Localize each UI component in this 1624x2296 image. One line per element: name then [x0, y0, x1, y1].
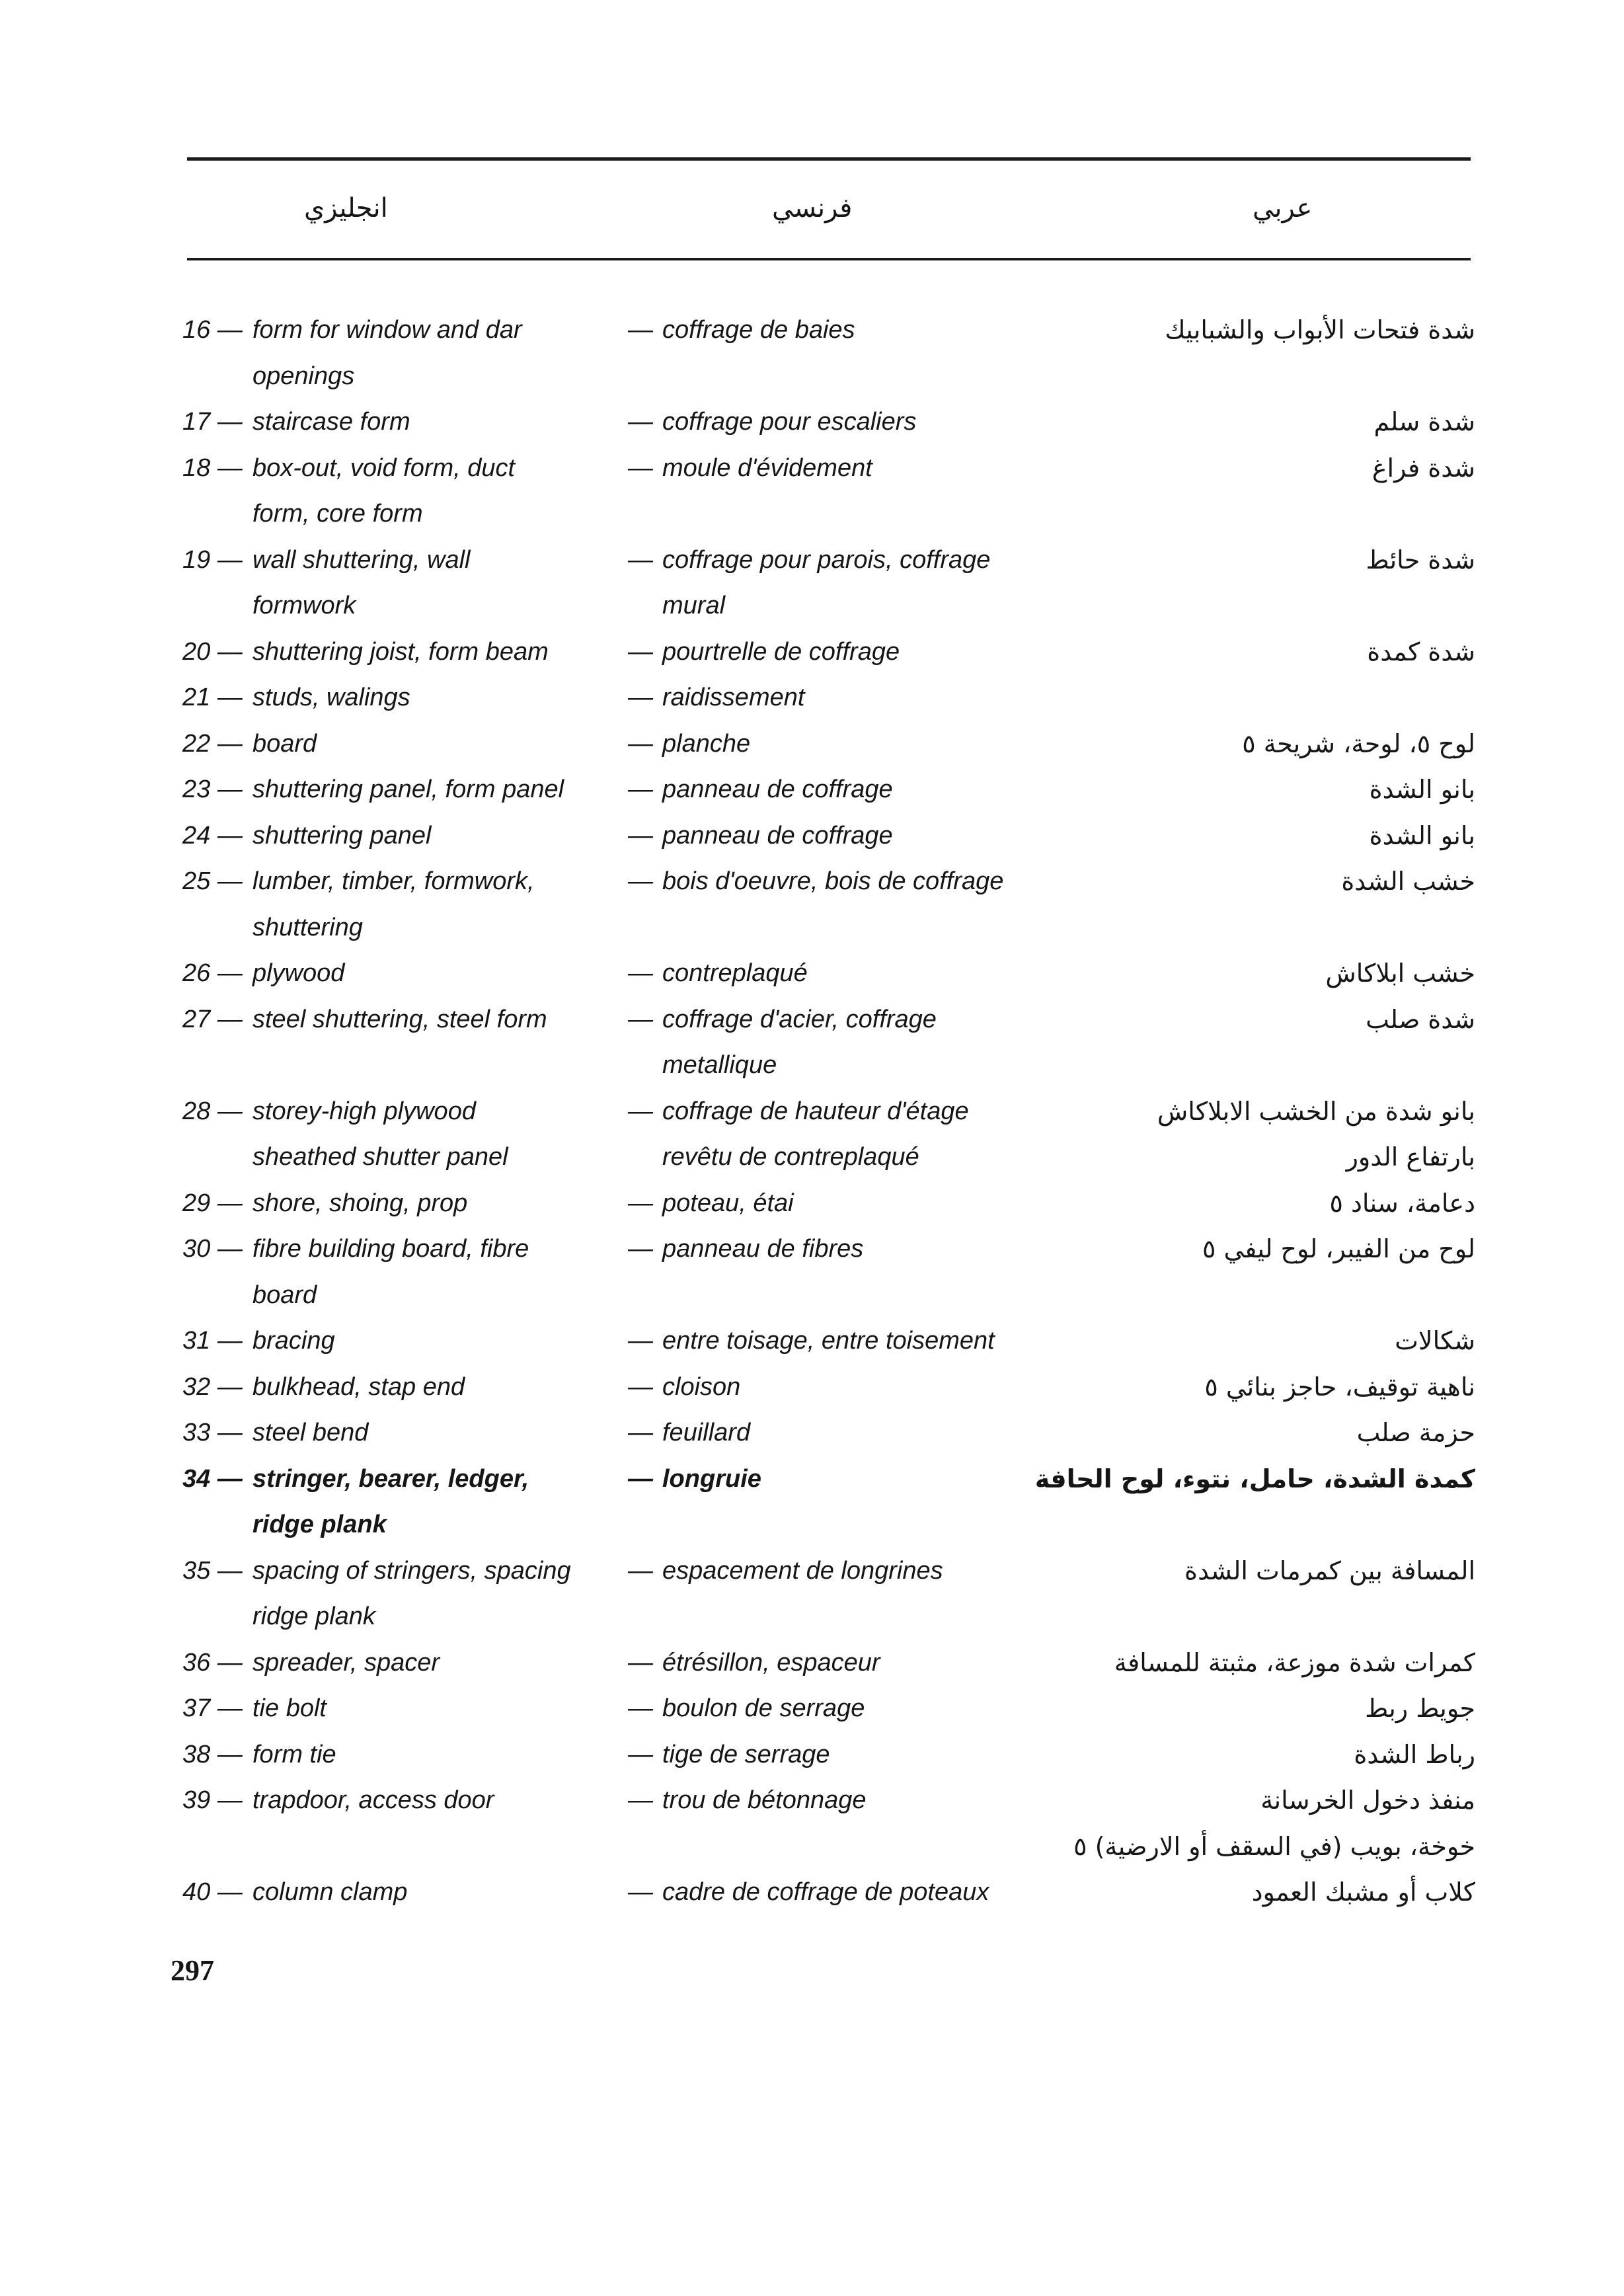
arabic-term-line: شدة صلب — [1366, 1004, 1475, 1034]
entry-number — [182, 951, 262, 997]
entry-dash: — — [210, 454, 243, 482]
french-dash: — — [628, 729, 653, 758]
arabic-term — [960, 721, 1475, 768]
glossary-entry — [0, 1226, 1624, 1318]
french-term — [628, 675, 1077, 721]
french-term-text: pourtrelle de coffrage — [662, 637, 900, 666]
arabic-term — [960, 767, 1475, 813]
arabic-term-line: شدة حائط — [1366, 545, 1475, 574]
english-term — [252, 721, 623, 768]
entry-number — [182, 1686, 262, 1732]
entry-number — [182, 1640, 262, 1686]
french-dash: — — [628, 408, 653, 436]
arabic-term-line: لوح ٥، لوحة، شريحة ٥ — [1242, 729, 1475, 758]
arabic-term-line: شدة فراغ — [1372, 453, 1475, 483]
french-term-text: espacement de longrines — [662, 1556, 943, 1585]
arabic-term-line: بارتفاع الدور — [1346, 1142, 1475, 1171]
entry-dash: — — [210, 1327, 243, 1355]
french-term-text: contreplaqué — [662, 959, 808, 987]
entry-dash: — — [210, 316, 243, 344]
glossary-entry — [0, 1870, 1624, 1916]
glossary-entry — [0, 1318, 1624, 1365]
english-term-line: column clamp — [252, 1878, 408, 1906]
english-term-line: plywood — [252, 959, 345, 987]
french-dash: — — [628, 1556, 653, 1585]
english-term-line: board — [252, 729, 317, 758]
arabic-term-line: بانو شدة من الخشب الابلاكاش — [1157, 1096, 1475, 1126]
arabic-term-line: كمدة الشدة، حامل، نتوء، لوح الحافة — [1034, 1464, 1475, 1493]
english-term-line: ridge plank — [252, 1603, 375, 1630]
arabic-term — [960, 1456, 1475, 1503]
entry-dash: — — [210, 545, 243, 574]
entry-number — [182, 1181, 262, 1227]
entry-dash: — — [210, 1464, 243, 1493]
arabic-term — [960, 307, 1475, 354]
entry-dash: — — [210, 1786, 243, 1814]
glossary-entry — [0, 767, 1624, 813]
arabic-term-line: بانو الشدة — [1369, 775, 1475, 804]
glossary-entry — [0, 307, 1624, 399]
glossary-entry — [0, 859, 1624, 951]
english-term-line: spacing of stringers, spacing — [252, 1556, 571, 1585]
entry-dash: — — [210, 1740, 243, 1768]
english-term — [252, 951, 623, 997]
arabic-term — [960, 1226, 1475, 1273]
arabic-term-line: كلاب أو مشبك العمود — [1251, 1878, 1475, 1907]
glossary-entry — [0, 446, 1624, 537]
glossary-entry — [0, 1410, 1624, 1456]
english-term-line: form, core form — [252, 500, 423, 528]
arabic-term-line: لوح من الفيبر، لوح ليفي ٥ — [1202, 1234, 1475, 1263]
french-term-text: panneau de fibres — [662, 1235, 864, 1263]
english-term-line: ridge plank — [252, 1511, 387, 1538]
arabic-term — [960, 629, 1475, 676]
french-dash: — — [628, 1097, 653, 1125]
english-term — [252, 1778, 623, 1824]
french-term-text: cloison — [662, 1372, 741, 1401]
entry-number-value: 37 — [182, 1694, 211, 1722]
english-term-line: openings — [252, 362, 355, 390]
arabic-term — [960, 1410, 1475, 1456]
french-term-text: raidissement — [662, 684, 805, 711]
english-term — [252, 1181, 623, 1227]
entry-number-value: 28 — [182, 1097, 211, 1125]
english-term — [252, 1870, 623, 1916]
english-term — [252, 1456, 623, 1548]
arabic-term-line: حزمة صلب — [1356, 1418, 1475, 1447]
entry-dash: — — [210, 1189, 243, 1217]
french-dash: — — [628, 1740, 653, 1768]
entry-number — [182, 767, 262, 813]
entry-number — [182, 399, 262, 446]
entry-number-value: 34 — [182, 1464, 211, 1493]
english-term — [252, 1226, 623, 1318]
english-term-line: stringer, bearer, ledger, — [252, 1464, 529, 1493]
french-term-text: mural — [662, 592, 726, 619]
entry-number-value: 16 — [182, 316, 211, 344]
english-term-line: studs, walings — [252, 684, 410, 711]
english-term-line: steel bend — [252, 1419, 369, 1446]
english-term-line: shuttering panel, form panel — [252, 775, 564, 803]
arabic-term-line: خوخة، بويب (في السقف أو الارضية) ٥ — [1073, 1831, 1475, 1861]
entry-dash: — — [210, 1419, 243, 1446]
english-term — [252, 997, 623, 1043]
entry-dash: — — [210, 1694, 243, 1722]
arabic-column-header: عربي — [1253, 193, 1313, 223]
arabic-term — [960, 813, 1475, 859]
entry-number-value: 32 — [182, 1372, 211, 1401]
glossary-entry — [0, 537, 1624, 629]
arabic-term — [960, 1778, 1475, 1870]
entry-number-value: 33 — [182, 1419, 211, 1446]
arabic-term-line: خشب ابلاكاش — [1325, 959, 1475, 988]
english-term — [252, 1686, 623, 1732]
english-term — [252, 1640, 623, 1686]
french-term-text: planche — [662, 729, 751, 758]
english-term — [252, 399, 623, 446]
english-term-line: sheathed shutter panel — [252, 1143, 508, 1171]
arabic-term-line: المسافة بين كمرمات الشدة — [1184, 1556, 1475, 1585]
french-term-text: moule d'évidement — [662, 454, 872, 482]
arabic-term-line: شكالات — [1395, 1326, 1475, 1355]
french-dash: — — [628, 1235, 653, 1263]
entry-number — [182, 1456, 262, 1503]
english-term-line: wall shuttering, wall — [252, 545, 471, 574]
arabic-term — [960, 1870, 1475, 1916]
arabic-term-line: دعامة، سناد ٥ — [1329, 1188, 1475, 1218]
french-term-text: panneau de coffrage — [662, 821, 893, 850]
english-term — [252, 813, 623, 859]
entry-dash: — — [210, 637, 243, 666]
french-dash: — — [628, 959, 653, 987]
english-term-line: fibre building board, fibre — [252, 1235, 529, 1263]
english-term — [252, 859, 623, 951]
arabic-term-line: شدة كمدة — [1367, 637, 1475, 666]
glossary-entry — [0, 951, 1624, 997]
french-term-text: revêtu de contreplaqué — [662, 1143, 919, 1171]
arabic-term — [960, 399, 1475, 446]
entry-number-value: 25 — [182, 867, 211, 895]
entry-number — [182, 629, 262, 676]
english-term-line: trapdoor, access door — [252, 1786, 494, 1814]
entry-number — [182, 859, 262, 905]
entry-number-value: 31 — [182, 1327, 211, 1355]
page-number: 297 — [171, 1954, 214, 1987]
entry-number-value: 22 — [182, 729, 211, 758]
english-term-line: spreader, spacer — [252, 1648, 440, 1677]
english-term-line: board — [252, 1281, 317, 1309]
english-term-line: shuttering joist, form beam — [252, 637, 549, 666]
english-term — [252, 307, 623, 399]
arabic-term-line: شدة سلم — [1373, 407, 1475, 436]
french-term-text: metallique — [662, 1051, 777, 1079]
entry-number — [182, 307, 262, 354]
english-term-line: shuttering panel — [252, 821, 432, 850]
glossary-entry — [0, 629, 1624, 676]
english-term — [252, 1318, 623, 1365]
entry-number — [182, 1870, 262, 1916]
english-term-line: box-out, void form, duct — [252, 454, 516, 482]
glossary-entry — [0, 813, 1624, 859]
english-term — [252, 675, 623, 721]
french-dash: — — [628, 1694, 653, 1722]
french-dash: — — [628, 775, 653, 803]
arabic-term — [960, 1181, 1475, 1227]
french-dash: — — [628, 454, 653, 482]
glossary-entry — [0, 1548, 1624, 1640]
english-term-line: staircase form — [252, 408, 410, 436]
french-dash: — — [628, 1419, 653, 1446]
arabic-term — [960, 1548, 1475, 1595]
glossary-entry — [0, 675, 1624, 721]
entry-dash: — — [210, 684, 243, 711]
header-top-rule — [187, 157, 1471, 161]
arabic-term-line: منفذ دخول الخرسانة — [1260, 1786, 1475, 1815]
english-column-header: انجليزي — [304, 193, 388, 223]
entry-dash: — — [210, 1097, 243, 1125]
entry-number — [182, 1089, 262, 1135]
entry-dash: — — [210, 729, 243, 758]
arabic-term — [960, 1732, 1475, 1778]
arabic-term — [960, 997, 1475, 1043]
entry-number-value: 29 — [182, 1189, 211, 1217]
entry-dash: — — [210, 1556, 243, 1585]
entry-number — [182, 446, 262, 492]
french-term-line — [628, 1043, 1077, 1089]
entry-number-value: 38 — [182, 1740, 211, 1768]
english-term — [252, 537, 623, 629]
french-dash: — — [628, 637, 653, 666]
english-term — [252, 1732, 623, 1778]
french-dash: — — [628, 684, 653, 711]
english-term-line: form tie — [252, 1740, 336, 1768]
entry-dash: — — [210, 1235, 243, 1263]
entry-number-value: 23 — [182, 775, 211, 803]
entry-dash: — — [210, 408, 243, 436]
english-term-line: shuttering — [252, 913, 363, 941]
arabic-term — [960, 537, 1475, 584]
entry-dash: — — [210, 959, 243, 987]
entry-number — [182, 997, 262, 1043]
french-dash: — — [628, 1878, 653, 1906]
arabic-term — [960, 1686, 1475, 1732]
entry-dash: — — [210, 821, 243, 850]
arabic-term — [960, 1089, 1475, 1181]
french-dash: — — [628, 1464, 653, 1493]
entry-dash: — — [210, 1648, 243, 1677]
french-dash: — — [628, 1327, 653, 1355]
arabic-term-line: ناهية توقيف، حاجز بنائي ٥ — [1204, 1372, 1475, 1402]
french-term-text: coffrage de hauteur d'étage — [662, 1097, 969, 1125]
glossary-entry — [0, 1778, 1624, 1870]
entry-number — [182, 537, 262, 584]
entry-number — [182, 1732, 262, 1778]
english-term-line: tie bolt — [252, 1694, 327, 1722]
entry-number-value: 39 — [182, 1786, 211, 1814]
entry-number-value: 24 — [182, 821, 211, 850]
arabic-term-line: بانو الشدة — [1369, 820, 1475, 850]
entry-number-value: 40 — [182, 1878, 211, 1906]
french-column-header: فرنسي — [772, 193, 853, 223]
french-dash: — — [628, 821, 653, 850]
english-term — [252, 1089, 623, 1181]
french-term-text: panneau de coffrage — [662, 775, 893, 803]
glossary-entry — [0, 997, 1624, 1089]
entry-number-value: 27 — [182, 1005, 211, 1033]
entry-number-value: 21 — [182, 684, 211, 711]
french-term-text: longruie — [662, 1464, 761, 1493]
arabic-term-line: خشب الشدة — [1341, 867, 1475, 896]
entry-number — [182, 1318, 262, 1365]
entry-number-value: 18 — [182, 454, 211, 482]
french-term-text: coffrage pour escaliers — [662, 408, 917, 436]
entry-number-value: 19 — [182, 545, 211, 574]
glossary-entry — [0, 1686, 1624, 1732]
glossary-entry — [0, 1732, 1624, 1778]
entry-number — [182, 1548, 262, 1595]
french-dash: — — [628, 1005, 653, 1033]
arabic-term — [960, 446, 1475, 492]
french-term-line — [628, 583, 1077, 629]
french-dash: — — [628, 545, 653, 574]
header-bottom-rule — [187, 258, 1471, 260]
french-term-text: coffrage pour parois, coffrage — [662, 545, 991, 574]
french-term-line — [628, 675, 1077, 721]
english-term-line: steel shuttering, steel form — [252, 1005, 547, 1033]
english-term — [252, 1548, 623, 1640]
arabic-term — [960, 859, 1475, 905]
english-term-line: lumber, timber, formwork, — [252, 867, 535, 895]
glossary-entry — [0, 1365, 1624, 1411]
french-term-text: tige de serrage — [662, 1740, 830, 1768]
french-dash: — — [628, 1372, 653, 1401]
arabic-term — [960, 1640, 1475, 1686]
glossary-entry — [0, 1456, 1624, 1548]
entry-number — [182, 1410, 262, 1456]
arabic-term — [960, 1365, 1475, 1411]
arabic-term-line: كمرات شدة موزعة، مثبتة للمسافة — [1114, 1647, 1475, 1677]
glossary-entry — [0, 1089, 1624, 1181]
french-dash: — — [628, 1786, 653, 1814]
glossary-entry — [0, 1181, 1624, 1227]
english-term-line: form for window and dar — [252, 316, 522, 344]
french-term-text: poteau, étai — [662, 1189, 794, 1217]
arabic-term — [960, 1318, 1475, 1365]
entry-number-value: 20 — [182, 637, 211, 666]
french-dash: — — [628, 867, 653, 895]
entry-number — [182, 1226, 262, 1273]
arabic-term — [960, 951, 1475, 997]
french-dash: — — [628, 316, 653, 344]
english-term — [252, 767, 623, 813]
english-term-line: formwork — [252, 592, 356, 619]
english-term-line: shore, shoing, prop — [252, 1189, 468, 1217]
entry-dash: — — [210, 1878, 243, 1906]
glossary-entry — [0, 721, 1624, 768]
glossary-entry — [0, 399, 1624, 446]
arabic-term-line: جويط ربط — [1365, 1694, 1475, 1723]
arabic-term-line: شدة فتحات الأبواب والشبابيك — [1165, 315, 1475, 344]
french-term-text: cadre de coffrage de poteaux — [662, 1878, 989, 1906]
entry-dash: — — [210, 1372, 243, 1401]
arabic-term-line: رباط الشدة — [1354, 1739, 1475, 1769]
english-term-line: bracing — [252, 1327, 335, 1355]
french-term-text: bois d'oeuvre, bois de coffrage — [662, 867, 1004, 895]
entry-number-value: 35 — [182, 1556, 211, 1585]
entry-number-value: 26 — [182, 959, 211, 987]
english-term — [252, 1410, 623, 1456]
entry-number — [182, 675, 262, 721]
glossary-entry — [0, 1640, 1624, 1686]
entry-dash: — — [210, 775, 243, 803]
english-term-line: bulkhead, stap end — [252, 1372, 465, 1401]
french-term-text: coffrage d'acier, coffrage — [662, 1005, 937, 1033]
french-term-text: étrésillon, espaceur — [662, 1648, 880, 1677]
entry-number-value: 30 — [182, 1235, 211, 1263]
entry-number — [182, 1778, 262, 1824]
french-term-text: feuillard — [662, 1419, 751, 1446]
french-dash: — — [628, 1648, 653, 1677]
french-term-text: boulon de serrage — [662, 1694, 865, 1722]
french-term-text: entre toisage, entre toisement — [662, 1327, 995, 1355]
entry-number — [182, 721, 262, 768]
english-term — [252, 1365, 623, 1411]
french-dash: — — [628, 1189, 653, 1217]
french-term-text: trou de bétonnage — [662, 1786, 867, 1814]
entry-number-value: 36 — [182, 1648, 211, 1677]
english-term — [252, 629, 623, 676]
entry-number — [182, 1365, 262, 1411]
english-term-line: storey-high plywood — [252, 1097, 476, 1125]
french-term-text: coffrage de baies — [662, 316, 855, 344]
entry-number-value: 17 — [182, 408, 211, 436]
entry-number — [182, 813, 262, 859]
english-term — [252, 446, 623, 537]
entry-dash: — — [210, 867, 243, 895]
entry-dash: — — [210, 1005, 243, 1033]
